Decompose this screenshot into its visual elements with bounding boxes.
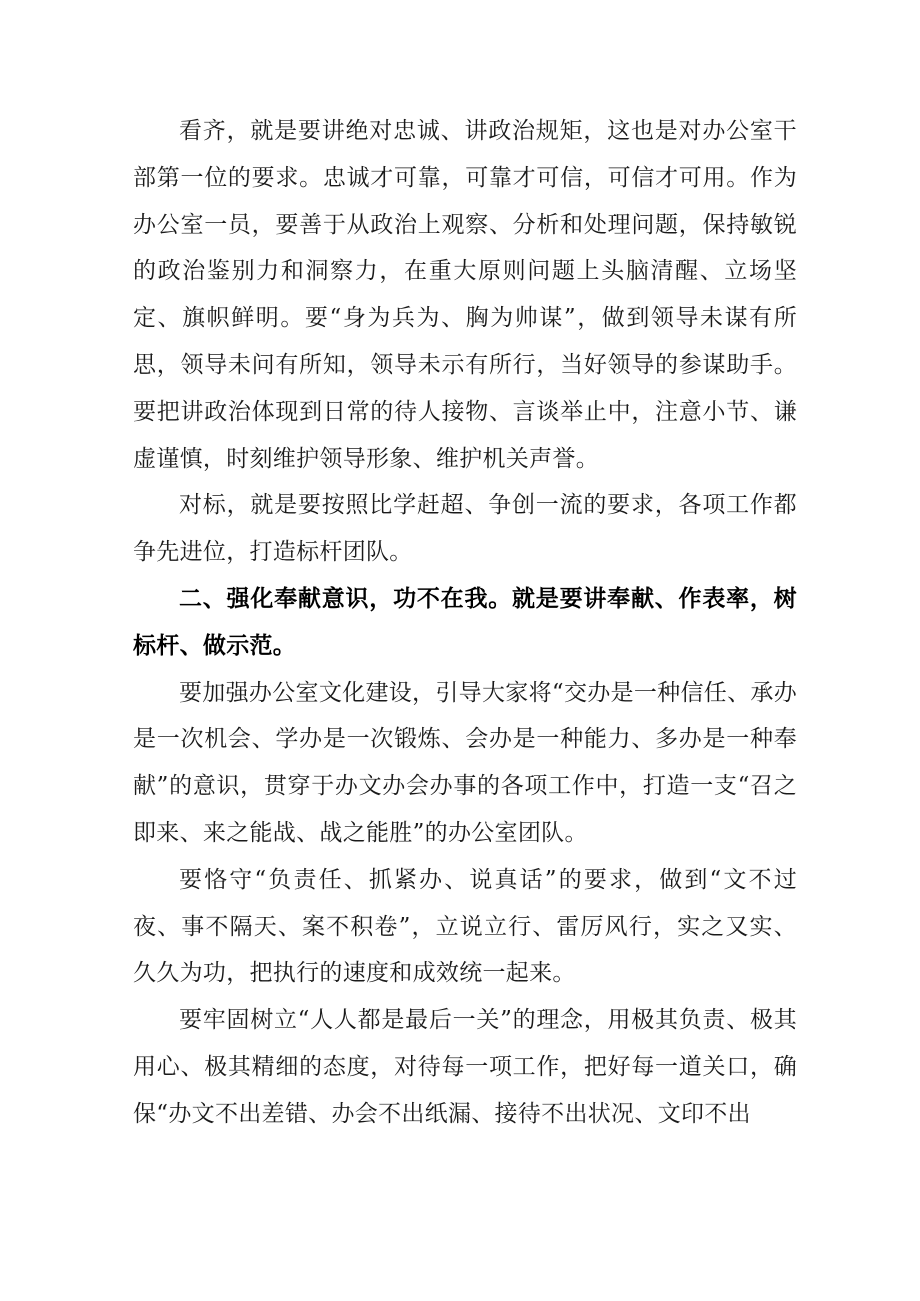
paragraph-duibiao: 对标，就是要按照比学赶超、争创一流的要求，各项工作都争先进位，打造标杆团队。 (133, 492, 797, 566)
paragraph-kanqi: 看齐，就是要讲绝对忠诚、讲政治规矩，这也是对办公室干部第一位的要求。忠诚才可靠，可靠才可信，可信才可用。作为办公室一员，要善于从政治上观察、分析和处理问题，保持敏锐的政治鉴别力和洞察力，在重大原则问题上头脑清醒、立场坚定、旗帜鲜明。要“身为兵为、胸为帅谋”，做到领导未谋有所思，领导未问有所知，领导未示有所行，当好领导的参谋助手。要把讲政治体现到日常的待人接物、言谈举止中，注意小节、谦虚谨慎，时刻维护领导形象、维护机关声誉。 (133, 118, 797, 472)
paragraph-last-checkpoint: 要牢固树立“人人都是最后一关”的理念，用极其负责、极其用心、极其精细的态度，对待每一项工作，把好每一道关口，确保“办文不出差错、办会不出纸漏、接待不出状况、文印不出 (133, 1007, 797, 1127)
section-heading-2: 二、强化奉献意识，功不在我。就是要讲奉献、作表率，树标杆、做示范。 (133, 585, 797, 659)
document-body (133, 108, 797, 1138)
paragraph-office-culture: 要加强办公室文化建设，引导大家将“交办是一种信任、承办是一次机会、学办是一次锻炼、会办是一种能力、多办是一种奉献”的意识，贯穿于办文办会办事的各项工作中，打造一支“召之即来、来之能战、战之能胜”的办公室团队。 (133, 679, 797, 846)
paragraph-responsibility: 要恪守“负责任、抓紧办、说真话”的要求，做到“文不过夜、事不隔天、案不积卷”，立说立行、雷厉风行，实之又实、久久为功，把执行的速度和成效统一起来。 (133, 866, 797, 987)
